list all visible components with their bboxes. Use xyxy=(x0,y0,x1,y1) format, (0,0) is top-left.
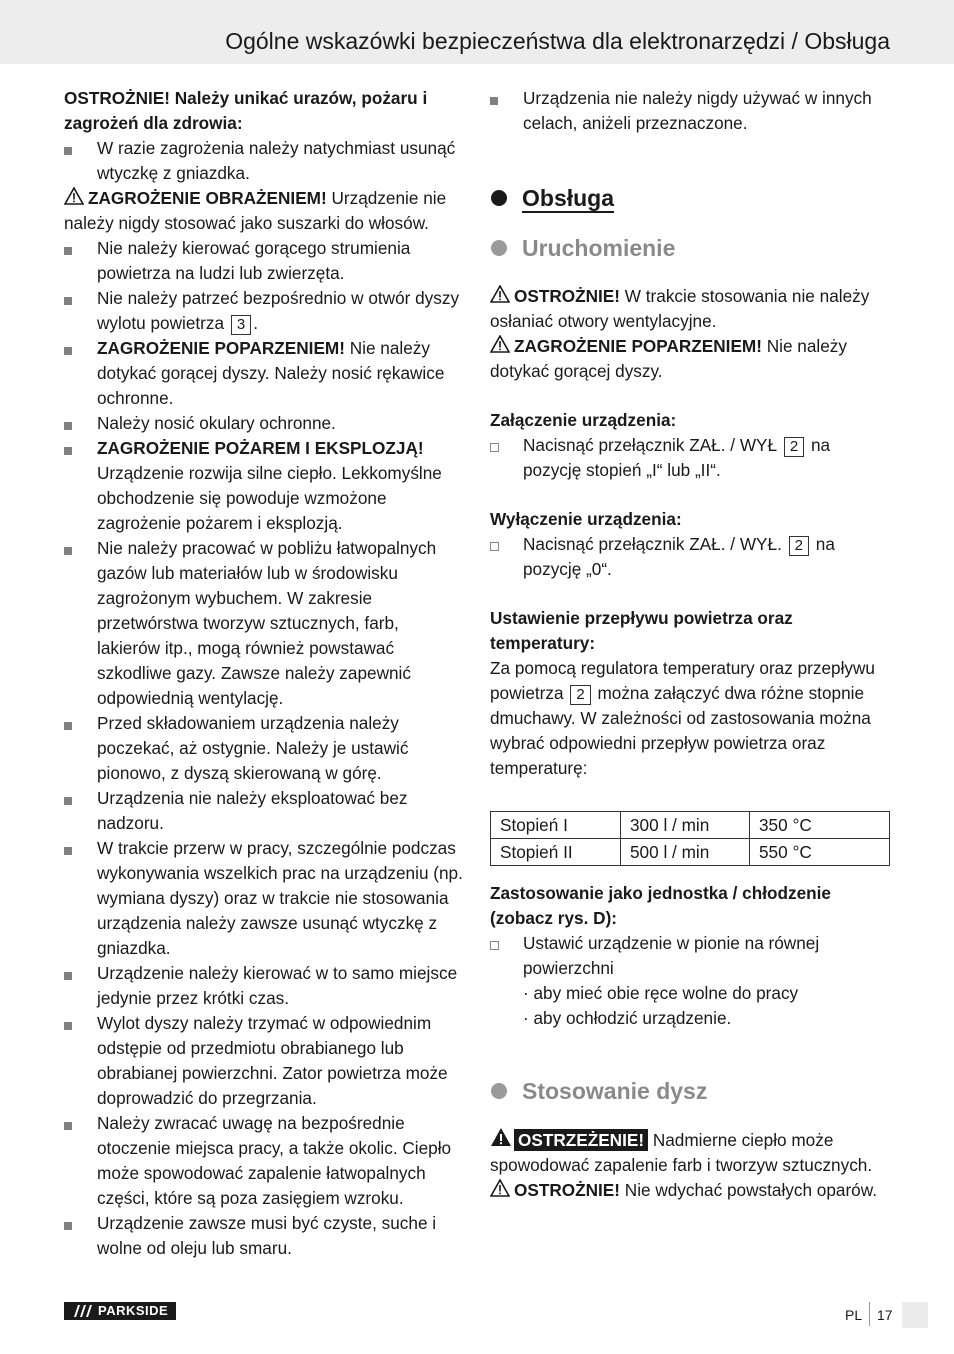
stand-heading: Zastosowanie jako jednostka / chłodzenie (zobacz rys. D): xyxy=(490,883,831,928)
warning-heat: OSTRZEŻENIE! Nadmierne ciepło może spowodować zapalenie farb i tworzyw sztucznych. xyxy=(490,1127,890,1178)
warning-badge: OSTRZEŻENIE! xyxy=(514,1129,648,1151)
airflow-text: Za pomocą regulatora temperatury oraz przepływu powietrza 2 można załączyć dwa różne stopnie dmuchawy. W zależności od zastosowania można wybrać odpowiedni przepływ powietrza oraz temperaturę: xyxy=(490,658,875,778)
section-dot-icon xyxy=(491,190,507,206)
list-item: Urządzenia nie należy nigdy używać w innych celach, aniżeli przeznaczone. xyxy=(490,86,890,136)
warning-triangle-icon xyxy=(64,187,84,205)
table-row xyxy=(491,812,890,839)
list-item: Urządzenia nie należy eksploatować bez nadzoru. xyxy=(64,786,464,836)
logo-stripes-icon xyxy=(70,1305,94,1317)
step-checkbox-icon xyxy=(490,443,499,452)
step-item: Nacisnąć przełącznik ZAŁ. / WYŁ. 2 na pozycję „0“. xyxy=(490,532,890,582)
caution-heading: OSTROŻNIE! Należy unikać urazów, pożaru i zagrożeń dla zdrowia: xyxy=(64,88,428,133)
list-item: Wylot dyszy należy trzymać w odpowiednim odstępie od przedmiotu obrabianego lub obrabianej powierzchni. Zator powietrza może doprowadzić do przegrzania. xyxy=(64,1011,464,1111)
list-item: Należy nosić okulary ochronne. xyxy=(64,411,464,436)
bullet-square-icon xyxy=(64,422,72,430)
part-reference: 3 xyxy=(231,315,251,335)
page-header xyxy=(0,0,954,64)
section-heading-stosowanie-dysz: Stosowanie dysz xyxy=(490,1076,890,1106)
list-item: Nie należy kierować gorącego strumienia powietrza na ludzi lub zwierzęta. xyxy=(64,236,464,286)
step-checkbox-icon xyxy=(490,941,499,950)
footer-divider xyxy=(869,1302,870,1326)
page-number: 17 xyxy=(877,1307,893,1323)
list-item: Urządzenie zawsze musi być czyste, suche i wolne od oleju lub smaru. xyxy=(64,1211,464,1261)
list-item: Należy zwracać uwagę na bezpośrednie otoczenie miejsca pracy, a także okolic. Ciepło może spowodować zapalenie łatwopalnych części, które są poza zasięgiem wzroku. xyxy=(64,1111,464,1211)
list-item: Urządzenie należy kierować w to samo miejsce jedynie przez krótki czas. xyxy=(64,961,464,1011)
bullet-square-icon xyxy=(64,297,72,305)
bullet-square-icon xyxy=(64,547,72,555)
warning-injury: ZAGROŻENIE OBRAŻENIEM! Urządzenie nie należy nigdy stosować jako suszarki do włosów. xyxy=(64,188,447,233)
right-column xyxy=(490,86,890,1203)
brand-logo xyxy=(64,1302,176,1320)
step-item: Ustawić urządzenie w pionie na równej powierzchni · aby mieć obie ręce wolne do pracy · aby ochłodzić urządzenie. xyxy=(490,931,890,1031)
bullet-square-icon xyxy=(64,847,72,855)
bullet-square-icon xyxy=(64,147,72,155)
warning-burn: ZAGROŻENIE POPARZENIEM! Nie należy dotykać gorącej dyszy. xyxy=(490,336,847,381)
warning-caution: OSTROŻNIE! W trakcie stosowania nie należy osłaniać otwory wentylacyjne. xyxy=(490,286,870,331)
warning-triangle-icon xyxy=(490,335,510,353)
language-code: PL xyxy=(845,1307,863,1323)
section-heading-uruchomienie: Uruchomienie xyxy=(490,233,890,263)
warning-triangle-filled-icon xyxy=(490,1127,510,1147)
warning-fumes: OSTROŻNIE! Nie wdychać powstałych oparów. xyxy=(490,1178,890,1203)
list-item: W razie zagrożenia należy natychmiast usunąć wtyczkę z gniazdka. xyxy=(64,136,464,186)
table-cell: Stopień II xyxy=(491,839,621,866)
bullet-square-icon xyxy=(64,247,72,255)
bullet-square-icon xyxy=(64,1022,72,1030)
page-tab-marker xyxy=(902,1302,928,1328)
table-cell: 500 l / min xyxy=(621,839,750,866)
bullet-square-icon xyxy=(64,1222,72,1230)
warning-triangle-icon xyxy=(490,1179,510,1197)
part-reference: 2 xyxy=(570,685,590,705)
section-heading-obsluga: Obsługa xyxy=(490,183,890,213)
warning-triangle-icon xyxy=(490,285,510,303)
settings-table xyxy=(490,811,890,866)
table-cell: 550 °C xyxy=(750,839,890,866)
bullet-square-icon xyxy=(64,797,72,805)
list-item: ZAGROŻENIE POPARZENIEM! Nie należy dotykać gorącej dyszy. Należy nosić rękawice ochronne. xyxy=(64,336,464,411)
list-item: W trakcie przerw w pracy, szczególnie podczas wykonywania wszelkich prac na urządzeniu (np. wymiana dyszy) oraz w trakcie nie stosowania urządzenia należy zawsze usunąć wtyczkę z gniazdka. xyxy=(64,836,464,961)
bullet-square-icon xyxy=(64,972,72,980)
step-checkbox-icon xyxy=(490,542,499,551)
list-item: Przed składowaniem urządzenia należy poczekać, aż ostygnie. Należy je ustawić pionowo, z dyszą skierowaną w górę. xyxy=(64,711,464,786)
section-dot-icon xyxy=(491,240,507,256)
table-cell: 300 l / min xyxy=(621,812,750,839)
bullet-square-icon xyxy=(64,347,72,355)
airflow-heading: Ustawienie przepływu powietrza oraz temperatury: xyxy=(490,608,793,653)
part-reference: 2 xyxy=(784,437,804,457)
bullet-square-icon xyxy=(64,1122,72,1130)
list-item: Nie należy patrzeć bezpośrednio w otwór dyszy wylotu powietrza 3 . xyxy=(64,286,464,336)
bullet-square-icon xyxy=(64,447,72,455)
step-item: Nacisnąć przełącznik ZAŁ. / WYŁ 2 na pozycję stopień „I“ lub „II“. xyxy=(490,433,890,483)
table-cell: Stopień I xyxy=(491,812,621,839)
left-column xyxy=(64,86,464,1261)
section-dot-icon xyxy=(491,1083,507,1099)
list-item: Nie należy pracować w pobliżu łatwopalnych gazów lub materiałów lub w środowisku zagrożonym wybuchem. W zakresie przetwórstwa tworzyw sztucznych, farb, lakierów itp., mogą również powstawać szkodliwe gazy. Zawsze należy zapewnić odpowiednią wentylację. xyxy=(64,536,464,711)
brand-name: PARKSIDE xyxy=(98,1303,169,1318)
switch-on-heading: Załączenie urządzenia: xyxy=(490,410,677,430)
table-cell: 350 °C xyxy=(750,812,890,839)
part-reference: 2 xyxy=(789,536,809,556)
page-title: Ogólne wskazówki bezpieczeństwa dla elektronarzędzi / Obsługa xyxy=(225,28,890,54)
table-row xyxy=(491,839,890,866)
bullet-square-icon xyxy=(490,97,498,105)
switch-off-heading: Wyłączenie urządzenia: xyxy=(490,509,682,529)
bullet-square-icon xyxy=(64,722,72,730)
list-item: ZAGROŻENIE POŻAREM I EKSPLOZJĄ! Urządzenie rozwija silne ciepło. Lekkomyślne obchodzenie się powoduje wzmożone zagrożenie pożarem i eksplozją. xyxy=(64,436,464,536)
